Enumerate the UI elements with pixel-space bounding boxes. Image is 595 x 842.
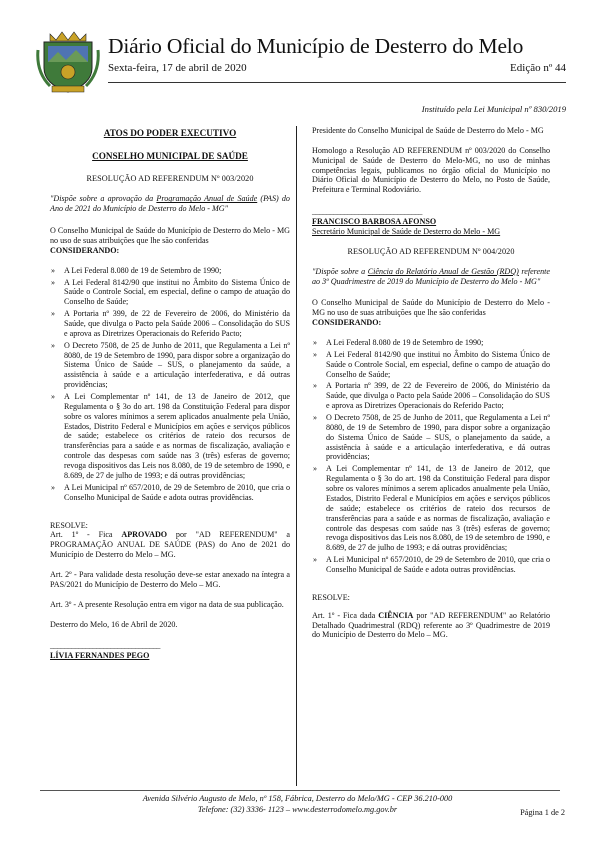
page-title: Diário Oficial do Município de Desterro do Melo: [108, 34, 524, 58]
list-item: » O Decreto 7508, de 25 de Junho de 2011, que Regulamenta a Lei nº 8080, de 19 de Setembro de 1990, para dispor sobre a organização do Sistema Único de Saúde – SUS, o planejamento da saúde, a assistência à saúde e a articulação interfederativa, e dá outras providências;: [312, 413, 550, 462]
footer-address: Avenida Silvério Augusto de Melo, nº 158, Fábrica, Desterro do Melo/MG - CEP 36.210-000: [142, 794, 453, 803]
header-rule: [108, 82, 566, 83]
article-3: Art. 3º - A presente Resolução entra em vigor na data de sua publicação.: [50, 599, 284, 609]
resolution-summary: "Dispõe sobre a Ciência do Relatório Anual de Gestão (RDQ) referente ao 3º Quadrimestre de 2019 do Município de Desterro do Melo - MG": [312, 266, 551, 286]
publication-date: Sexta-feira, 17 de abril de 2020: [108, 62, 247, 74]
considerations-list: [50, 266, 290, 503]
left-column: [50, 126, 290, 661]
resolution-title: RESOLUÇÃO AD REFERENDUM Nº 004/2020: [347, 246, 515, 256]
list-item: » A Lei Federal 8.080 de 19 de Setembro de 1990;: [312, 338, 550, 348]
signature-line: _______________________________: [312, 207, 422, 217]
article-2: Art. 2º - Para validade desta resolução deve-se estar anexado na íntegra a PAS/2021 do Município de Desterro do Melo – MG.: [50, 569, 290, 589]
council-title: CONSELHO MUNICIPAL DE SAÚDE: [92, 151, 248, 162]
considerations-list: [312, 338, 550, 575]
homologation-text: Homologo a Resolução AD REFERENDUM nº 003/2020 do Conselho Municipal de Saúde de Desterro do Melo-MG, no uso de minhas competências legais, publicamos no órgão oficial do Município no Diário Oficial do Município de Desterro do Melo, no Posto de Saúde, Prefeitura e Terminal Rodoviário.: [312, 145, 550, 195]
municipal-crest-icon: [36, 28, 100, 94]
column-divider: [296, 126, 297, 786]
signatory-name: LÍVIA FERNANDES PEGO: [50, 651, 150, 661]
page-number: Página 1 de 2: [520, 808, 565, 817]
right-column: [312, 126, 550, 650]
resolution-intro: O Conselho Municipal de Saúde do Município de Desterro do Melo - MG no uso de suas atribuições que lhe são conferidas CONSIDERANDO:: [50, 226, 290, 255]
article-1: Art. 1º - Fica APROVADO por "AD REFERENDUM" a PROGRAMAÇÃO ANUAL DE SAÚDE (PAS) do Ano de 2021 do Município de Desterro do Melo – MG.: [50, 530, 291, 560]
list-item: » A Portaria nº 399, de 22 de Fevereiro de 2006, do Ministério da Saúde, que divulga o Pacto pela Saúde 2006 – Consolidação do SUS e aprova as Diretrizes Operacionais do Referido Pacto;: [312, 381, 550, 411]
signatory-name: FRANCISCO BARBOSA AFONSO: [312, 217, 437, 227]
resolve-label: RESOLVE:: [50, 520, 88, 530]
page-footer: [40, 794, 555, 816]
list-item: » A Lei Federal 8.080 de 19 de Setembro de 1990;: [50, 266, 290, 276]
resolution-summary: "Dispõe sobre a aprovação da Programação Anual de Saúde (PAS) do Ano de 2021 do Município de Desterro do Melo - MG": [50, 194, 290, 214]
list-item: » A Lei Federal 8142/90 que institui no Âmbito do Sistema Único de Saúde o Controle Social, em especial, define o campo de atuação do Conselho de Saúde;: [50, 278, 290, 308]
edition-number: Edição nº 44: [510, 62, 566, 74]
signature-line: _______________________________: [50, 641, 160, 651]
list-item: » A Lei Federal 8142/90 que institui no Âmbito do Sistema Único de Saúde o Controle Social, em especial, define o campo de atuação do Conselho de Saúde;: [312, 350, 550, 380]
article-1: Art. 1º - Fica dada CIÊNCIA por "AD REFERENDUM" ao Relatório Detalhado Quadrimestral (RDQ) referente ao 3º Quadrimestre de 2019 do Município de Desterro do Melo – MG.: [312, 610, 550, 640]
signatory-role: Secretário Municipal de Saúde de Desterro do Melo - MG: [312, 226, 501, 236]
resolution-title: RESOLUÇÃO AD REFERENDUM Nº 003/2020: [86, 174, 254, 184]
footer-contact: Telefone: (32) 3336- 1123 – www.desterrodomelo.mg.gov.br: [197, 804, 398, 814]
section-title: ATOS DO PODER EXECUTIVO: [103, 128, 237, 138]
local-date: Desterro do Melo, 16 de Abril de 2020.: [50, 619, 178, 629]
list-item: » A Lei Municipal nº 657/2010, de 29 de Setembro de 2010, que cria o Conselho Municipal de Saúde e adota outras providências.: [312, 555, 550, 575]
list-item: » A Portaria nº 399, de 22 de Fevereiro de 2006, do Ministério da Saúde, que divulga o Pacto pela Saúde 2006 – Consolidação do SUS e aprova as Diretrizes Operacionais do Referido Pacto;: [50, 309, 290, 339]
page-header: [36, 28, 566, 96]
resolve-label: RESOLVE:: [312, 592, 350, 602]
list-item: » A Lei Municipal nº 657/2010, de 29 de Setembro de 2010, que cria o Conselho Municipal de Saúde e adota outras providências.: [50, 483, 290, 503]
instituted-by-law: Instituído pela Lei Municipal nº 830/2019: [421, 104, 566, 114]
resolution-intro: O Conselho Municipal de Saúde do Município de Desterro do Melo - MG no uso de suas atribuições que lhe são conferidas CONSIDERANDO:: [312, 298, 550, 328]
list-item: » A Lei Complementar nº 141, de 13 de Janeiro de 2012, que Regulamenta o § 3o do art. 198 da Constituição Federal para dispor sobre os valores mínimos a serem aplicados anualmente pela União, Estados, Distrito Federal e Municípios em ações e serviços públicos de saúde; estabelece os critérios de rateio dos recursos de transferências para a saúde e as normas de fiscalização, avaliação e controle das despesas com saúde nas 3 (três) esferas de governo; revoga dispositivos das Leis nos 8.080, de 19 de setembro de 1990, e 8.689, de 27 de julho de 1993; e dá outras providências;: [50, 392, 290, 481]
list-item: » A Lei Complementar nº 141, de 13 de Janeiro de 2012, que Regulamenta o § 3o do art. 198 da Constituição Federal para dispor sobre os valores mínimos a serem aplicados anualmente pela União, Estados, Distrito Federal e Municípios em ações e serviços públicos de saúde; estabelece os critérios de rateio dos recursos de transferências para a saúde e as normas de fiscalização, avaliação e controle das despesas com saúde nas 3 (três) esferas de governo; revoga dispositivos das Leis nos 8.080, de 19 de setembro de 1990, e 8.689, de 27 de julho de 1993; e dá outras providências;: [312, 464, 550, 553]
footer-rule: [40, 790, 560, 791]
list-item: » O Decreto 7508, de 25 de Junho de 2011, que Regulamenta a Lei nº 8080, de 19 de Setembro de 1990, para dispor sobre a organização do Sistema Único de Saúde – SUS, o planejamento da saúde, a assistência à saúde e a articulação interfederativa, e dá outras providências;: [50, 341, 290, 390]
signatory-role-cont: Presidente do Conselho Municipal de Saúde de Desterro do Melo - MG: [312, 126, 544, 135]
